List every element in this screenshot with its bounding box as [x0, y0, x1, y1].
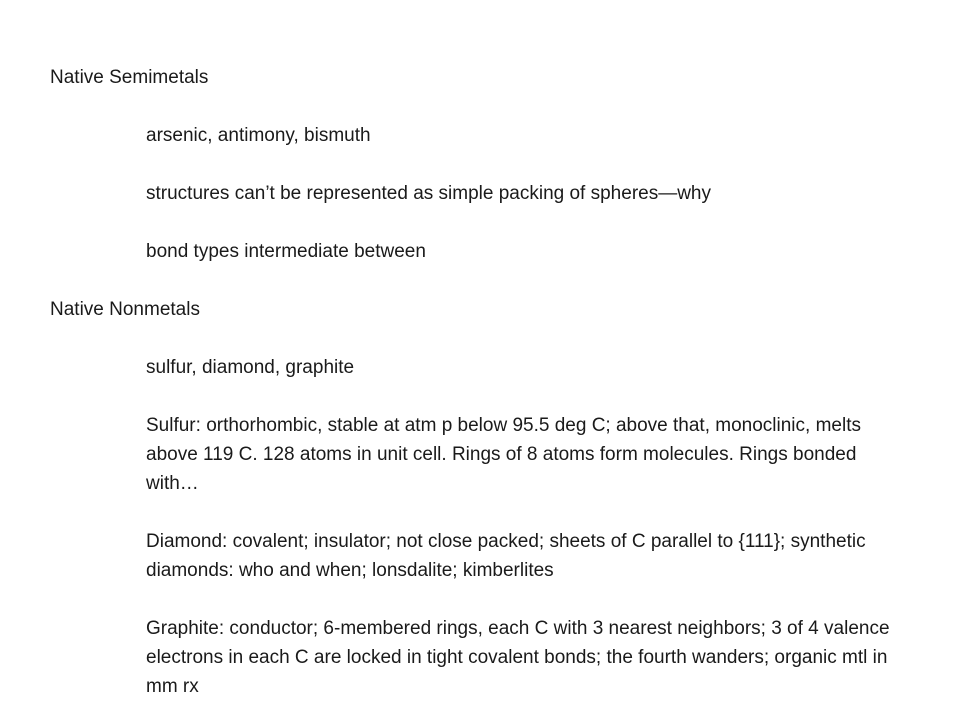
- heading-native-semimetals: Native Semimetals: [50, 67, 209, 88]
- nonmetals-sulfur-paragraph: Sulfur: orthorhombic, stable at atm p below 95.5 deg C; above that, monoclinic, melts above 119 C. 128 atoms in unit cell. Rings of 8 atoms form molecules. Rings bonded with…: [146, 415, 861, 494]
- nonmetals-graphite-paragraph: Graphite: conductor; 6-membered rings, each C with 3 nearest neighbors; 3 of 4 valence electrons in each C are locked in tight covalent bonds; the fourth wanders; organic mtl in mm rx: [146, 618, 890, 697]
- nonmetals-list-elements: sulfur, diamond, graphite: [146, 357, 355, 378]
- semimetals-structures-note: structures can’t be represented as simple packing of spheres—why: [146, 183, 711, 204]
- nonmetals-diamond-paragraph: Diamond: covalent; insulator; not close packed; sheets of C parallel to {111}; synthetic diamonds: who and when; lonsdalite; kimberlites: [146, 531, 866, 581]
- semimetals-list-elements: arsenic, antimony, bismuth: [146, 125, 371, 146]
- semimetals-bond-types-note: bond types intermediate between: [146, 241, 426, 262]
- heading-native-nonmetals: Native Nonmetals: [50, 299, 200, 320]
